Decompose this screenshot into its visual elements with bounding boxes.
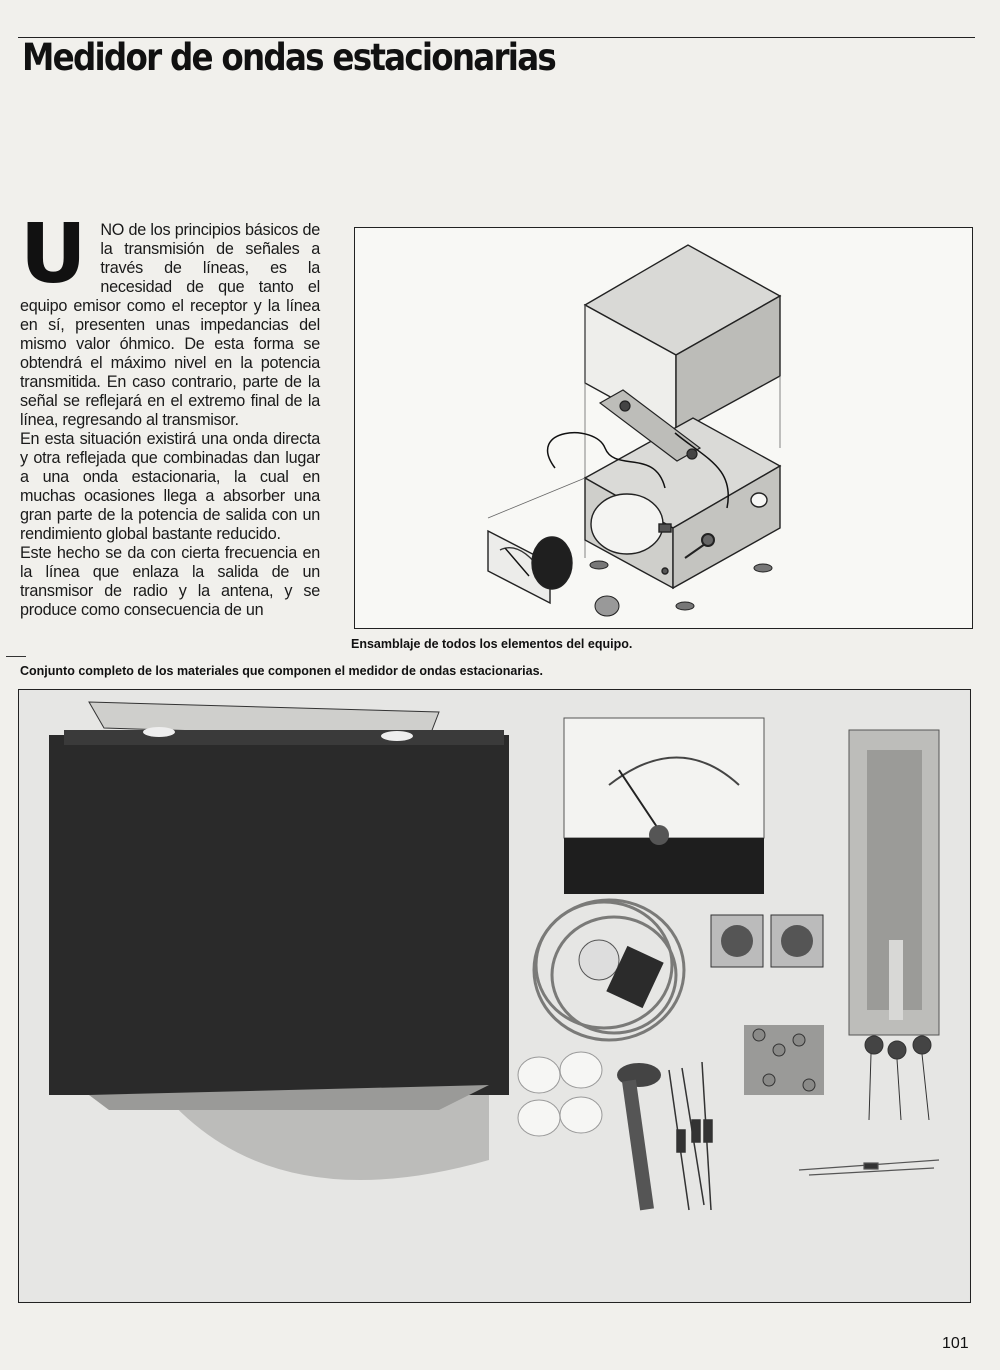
assembly-diagram [354, 227, 973, 629]
exploded-view-illustration [355, 228, 971, 627]
paragraph-2: En esta situación existirá una onda directa y otra reflejada que combinadas dan lugar a una onda estacionaria, la cual en muchas ocasiones llega a absorber una gran parte de la potencia de salida con un rendimiento global bastante reducido. [20, 430, 320, 543]
photo-panel-meter [564, 718, 764, 894]
page-title: Medidor de ondas estacionarias [22, 36, 556, 79]
photo-knob [579, 940, 619, 980]
panel-meter [488, 478, 585, 603]
paragraph-1 [20, 207, 320, 430]
materials-photo [18, 689, 971, 1303]
materials-photo-illustration [19, 690, 969, 1301]
page-number: 101 [942, 1335, 969, 1352]
metal-cabinet [49, 702, 509, 1110]
caption-marker [6, 656, 26, 657]
assembly-caption: Ensamblaje de todos los elementos del equipo. [351, 637, 633, 651]
article-body [20, 207, 320, 620]
paragraph-3: Este hecho se da con cierta frecuencia en la línea que enlaza la salida de un transmisor de radio y la antena, y se produce como consecuencia de un [20, 544, 320, 619]
screws-and-nuts [744, 1025, 824, 1095]
knob [595, 596, 619, 616]
materials-caption: Conjunto completo de los materiales que componen el medidor de ondas estacionarias. [20, 664, 544, 678]
paragraph-1-text: NO de los principios básicos de la transmisión de señales a través de líneas, es la necesidad de que tanto el equipo emisor como el receptor y la línea en sí, presenten unas impedancias del mismo valor óhmico. De esta forma se obtendrá el máximo nivel en la potencia transmitida. En caso contrario, parte de la señal se reflejará en el extremo final de la línea, regresando al transmisor. [20, 221, 320, 429]
drop-cap: U [20, 207, 87, 302]
photo-circuit-board [849, 730, 939, 1035]
